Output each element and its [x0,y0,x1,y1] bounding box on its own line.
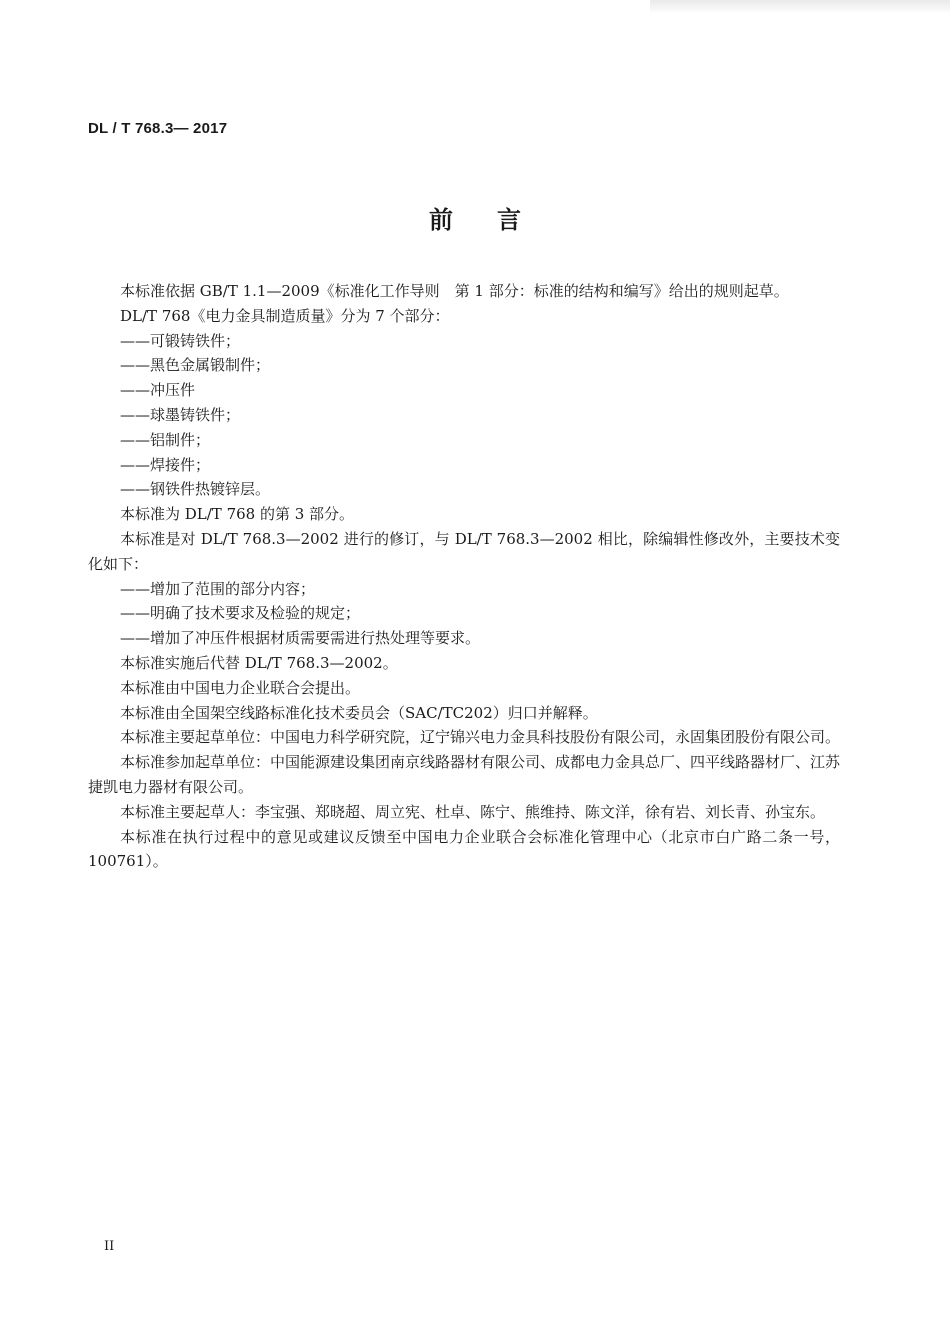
list-item: ——冲压件 [120,381,196,400]
standard-code: DL / T 768.3— 2017 [88,120,228,137]
page-number: II [104,1239,115,1254]
paragraph: 本标准主要起草单位：中国电力科学研究院，辽宁锦兴电力金具科技股份有限公司，永固集团股份有限公司。 [120,728,841,747]
list-item: ——钢铁件热镀锌层。 [120,480,271,499]
foreword-body [88,279,840,874]
paragraph: 本标准是对 DL/T 768.3—2002 进行的修订，与 DL/T 768.3—2002 相比，除编辑性修改外，主要技术变化如下： [88,529,840,573]
list-item: ——球墨铸铁件； [120,405,241,424]
paragraph: 本标准依据 GB/T 1.1—2009《标准化工作导则 第 1 部分：标准的结构和编写》给出的规则起草。 [120,282,789,300]
list-item: ——焊接件； [120,455,211,474]
paragraph: 本标准在执行过程中的意见或建议反馈至中国电力企业联合会标准化管理中心（北京市白广路二条一号，100761）。 [88,827,840,871]
page-title: 前言 [429,206,565,234]
paragraph: 本标准由全国架空线路标准化技术委员会（SAC/TC202）归口并解释。 [120,703,598,722]
paragraph: 本标准主要起草人：李宝强、郑晓超、周立宪、杜卓、陈宁、熊维持、陈文洋，徐有岩、刘长青、孙宝东。 [120,802,826,821]
list-item: ——黑色金属锻制件； [120,356,271,375]
list-item: ——可锻铸铁件； [120,331,241,350]
list-item: ——增加了范围的部分内容； [120,579,316,598]
paragraph: 本标准为 DL/T 768 的第 3 部分。 [120,505,355,524]
list-item: ——铝制件； [120,430,211,449]
paragraph: 本标准参加起草单位：中国能源建设集团南京线路器材有限公司、成都电力金具总厂、四平线路器材厂、江苏捷凯电力器材有限公司。 [88,753,841,796]
list-item: ——增加了冲压件根据材质需要需进行热处理等要求。 [120,629,481,648]
paragraph: 本标准由中国电力企业联合会提出。 [120,678,361,697]
list-item: ——明确了技术要求及检验的规定； [120,604,361,623]
paragraph: 本标准实施后代替 DL/T 768.3—2002。 [120,653,398,672]
paragraph: DL/T 768《电力金具制造质量》分为 7 个部分： [120,306,450,325]
scan-edge-shadow [650,0,950,14]
